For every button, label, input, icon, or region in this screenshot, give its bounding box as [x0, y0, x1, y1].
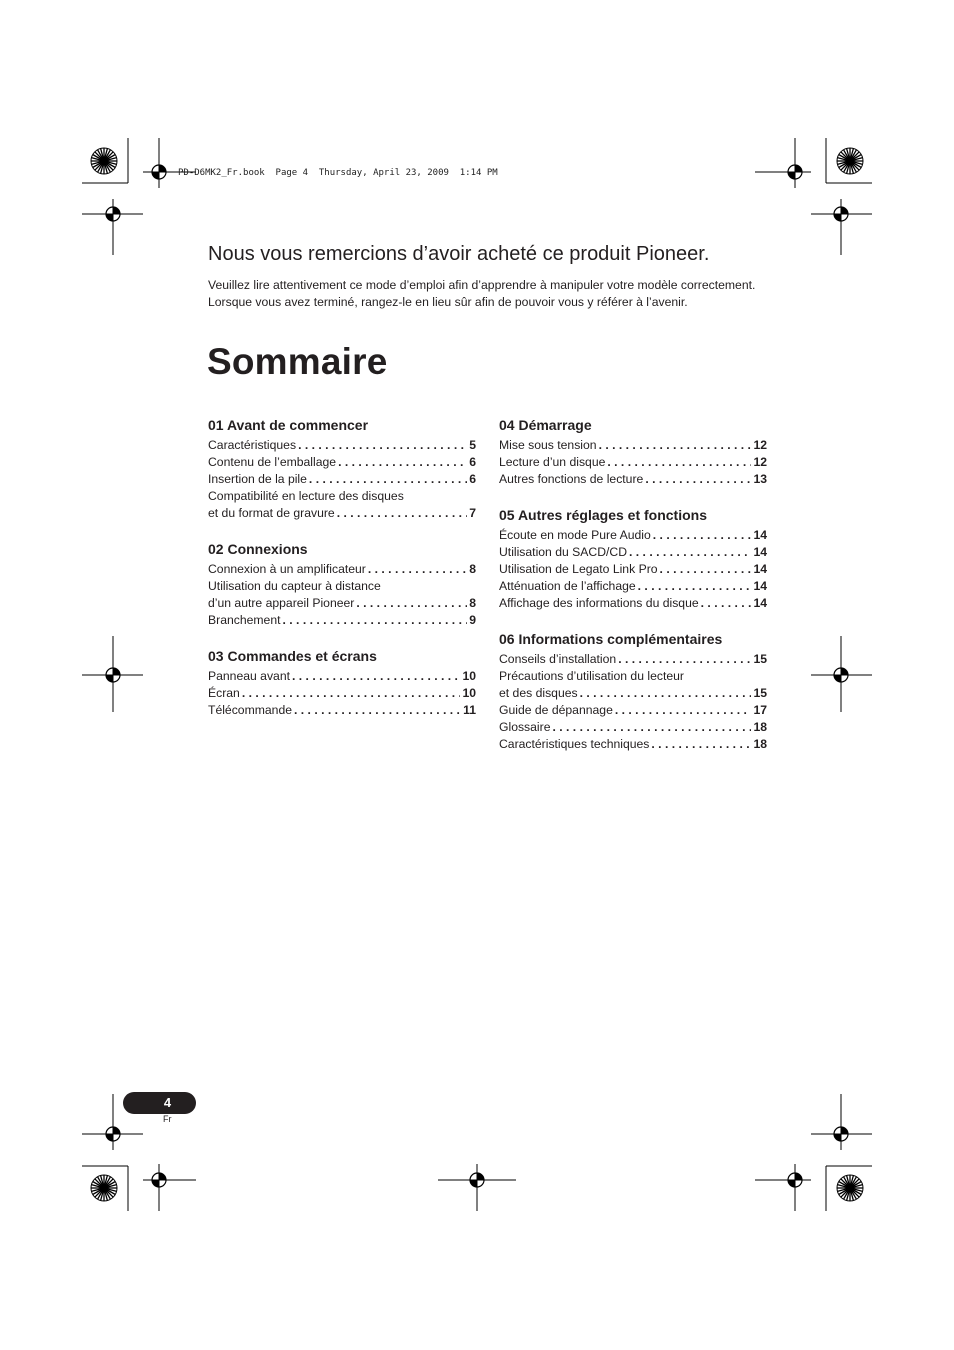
toc-entry[interactable]: [499, 651, 767, 668]
toc-entry-page: 14: [753, 562, 767, 576]
toc-column-right: [499, 416, 767, 771]
toc-entry[interactable]: [208, 454, 476, 471]
toc-entry-page: 18: [753, 737, 767, 751]
toc-entry-label: Lecture d’un disque: [499, 455, 606, 469]
toc-entry-label: Mise sous tension: [499, 438, 597, 452]
toc-entry[interactable]: [208, 471, 476, 488]
intro-text: Veuillez lire attentivement ce mode d’emploi afin d’apprendre à manipuler votre modèle correctement. Lorsque vous avez terminé, rangez-le en lieu sûr afin de pouvoir vous y référer à l’avenir.: [208, 278, 756, 309]
toc-entry[interactable]: [499, 544, 767, 561]
toc-entry[interactable]: [208, 595, 476, 612]
toc-entry[interactable]: [208, 561, 476, 578]
toc-entry-page: 12: [753, 455, 767, 469]
toc-entry[interactable]: [499, 561, 767, 578]
toc-entry-label: Écran: [208, 686, 240, 700]
toc-entry-page: 10: [462, 669, 476, 683]
toc-entry-page: 13: [753, 472, 767, 486]
toc-entry-label: Caractéristiques techniques: [499, 737, 650, 751]
language-code: Fr: [163, 1114, 172, 1124]
toc-section-06: [499, 630, 767, 753]
toc-entry-page: 14: [753, 545, 767, 559]
toc-entry-first-line[interactable]: Précautions d’utilisation du lecteur: [499, 669, 684, 683]
toc-entry-page: 15: [753, 652, 767, 666]
toc-entry[interactable]: [499, 578, 767, 595]
toc-entry-page: 10: [462, 686, 476, 700]
toc-entry-page: 8: [469, 562, 476, 576]
toc-section-03: [208, 647, 476, 719]
toc-entry-label: Guide de dépannage: [499, 703, 613, 717]
toc-entry[interactable]: [499, 736, 767, 753]
toc-section-title: 03 Commandes et écrans: [208, 648, 377, 664]
toc-section-title: 01 Avant de commencer: [208, 417, 369, 433]
toc-entry-page: 9: [469, 613, 476, 627]
toc-entry[interactable]: [208, 437, 476, 454]
toc-entry-label: et du format de gravure: [208, 506, 335, 520]
toc-entry-label: Utilisation de Legato Link Pro: [499, 562, 658, 576]
toc-entry-label: Conseils d’installation: [499, 652, 617, 666]
toc-entry-page: 5: [469, 438, 476, 452]
toc-entry-page: 11: [463, 703, 476, 717]
toc-section-05: [499, 506, 767, 612]
toc-section-04: [499, 416, 767, 488]
toc-entry[interactable]: [499, 454, 767, 471]
slug-line: PD-D6MK2_Fr.book Page 4 Thursday, April 23, 2009 1:14 PM: [178, 168, 498, 178]
toc-entry-page: 14: [753, 528, 767, 542]
toc-entry-page: 7: [469, 506, 476, 520]
toc-entry[interactable]: [208, 505, 476, 522]
toc-entry-label: Atténuation de l’affichage: [499, 579, 636, 593]
toc-entry[interactable]: [208, 702, 476, 719]
page-number-badge: [123, 1092, 196, 1114]
toc-entry-label: Insertion de la pile: [208, 472, 307, 486]
toc-entry-label: Télécommande: [208, 703, 292, 717]
toc-entry-page: 17: [753, 703, 767, 717]
toc-entry[interactable]: [499, 595, 767, 612]
toc-section-title: 02 Connexions: [208, 541, 308, 557]
toc-entry-label: Autres fonctions de lecture: [499, 472, 644, 486]
toc-entry-label: Affichage des informations du disque: [499, 596, 699, 610]
toc-entry[interactable]: [499, 685, 767, 702]
intro-title: Nous vous remercions d’avoir acheté ce produit Pioneer.: [208, 243, 710, 265]
toc-section-title: 06 Informations complémentaires: [499, 631, 723, 647]
toc-entry-label: Caractéristiques: [208, 438, 297, 452]
toc-entry-page: 8: [469, 596, 476, 610]
toc-entry[interactable]: [499, 702, 767, 719]
toc-entry-label: Écoute en mode Pure Audio: [499, 528, 651, 542]
toc-entry-page: 6: [469, 455, 476, 469]
toc-entry-label: et des disques: [499, 686, 578, 700]
toc-entry-page: 14: [753, 579, 767, 593]
toc-entry[interactable]: [208, 685, 476, 702]
toc-entry-label: d’un autre appareil Pioneer: [208, 596, 355, 610]
toc-entry-first-line[interactable]: Compatibilité en lecture des disques: [208, 489, 404, 503]
toc-section-title: 04 Démarrage: [499, 417, 592, 433]
toc-entry-page: 14: [753, 596, 767, 610]
toc-entry-label: Contenu de l’emballage: [208, 455, 337, 469]
toc-entry-first-line[interactable]: Utilisation du capteur à distance: [208, 579, 381, 593]
toc-entry[interactable]: [499, 527, 767, 544]
page-number: 4: [163, 1095, 172, 1110]
page-title: Sommaire: [207, 341, 388, 382]
toc-entry[interactable]: [208, 668, 476, 685]
toc-section-01: [208, 416, 476, 522]
toc-section-02: [208, 540, 476, 629]
toc-entry-label: Glossaire: [499, 720, 551, 734]
toc-section-title: 05 Autres réglages et fonctions: [499, 507, 707, 523]
toc-entry-page: 18: [753, 720, 767, 734]
toc-entry[interactable]: [499, 719, 767, 736]
toc-entry-label: Branchement: [208, 613, 281, 627]
toc-entry[interactable]: [499, 437, 767, 454]
toc-entry-page: 12: [753, 438, 767, 452]
toc-entry-page: 6: [469, 472, 476, 486]
toc-entry[interactable]: [208, 612, 476, 629]
toc-entry-label: Panneau avant: [208, 669, 290, 683]
toc-entry[interactable]: [499, 471, 767, 488]
toc-entry-label: Connexion à un amplificateur: [208, 562, 366, 576]
toc-column-left: [208, 416, 476, 737]
toc-entry-label: Utilisation du SACD/CD: [499, 545, 628, 559]
toc-entry-page: 15: [753, 686, 767, 700]
